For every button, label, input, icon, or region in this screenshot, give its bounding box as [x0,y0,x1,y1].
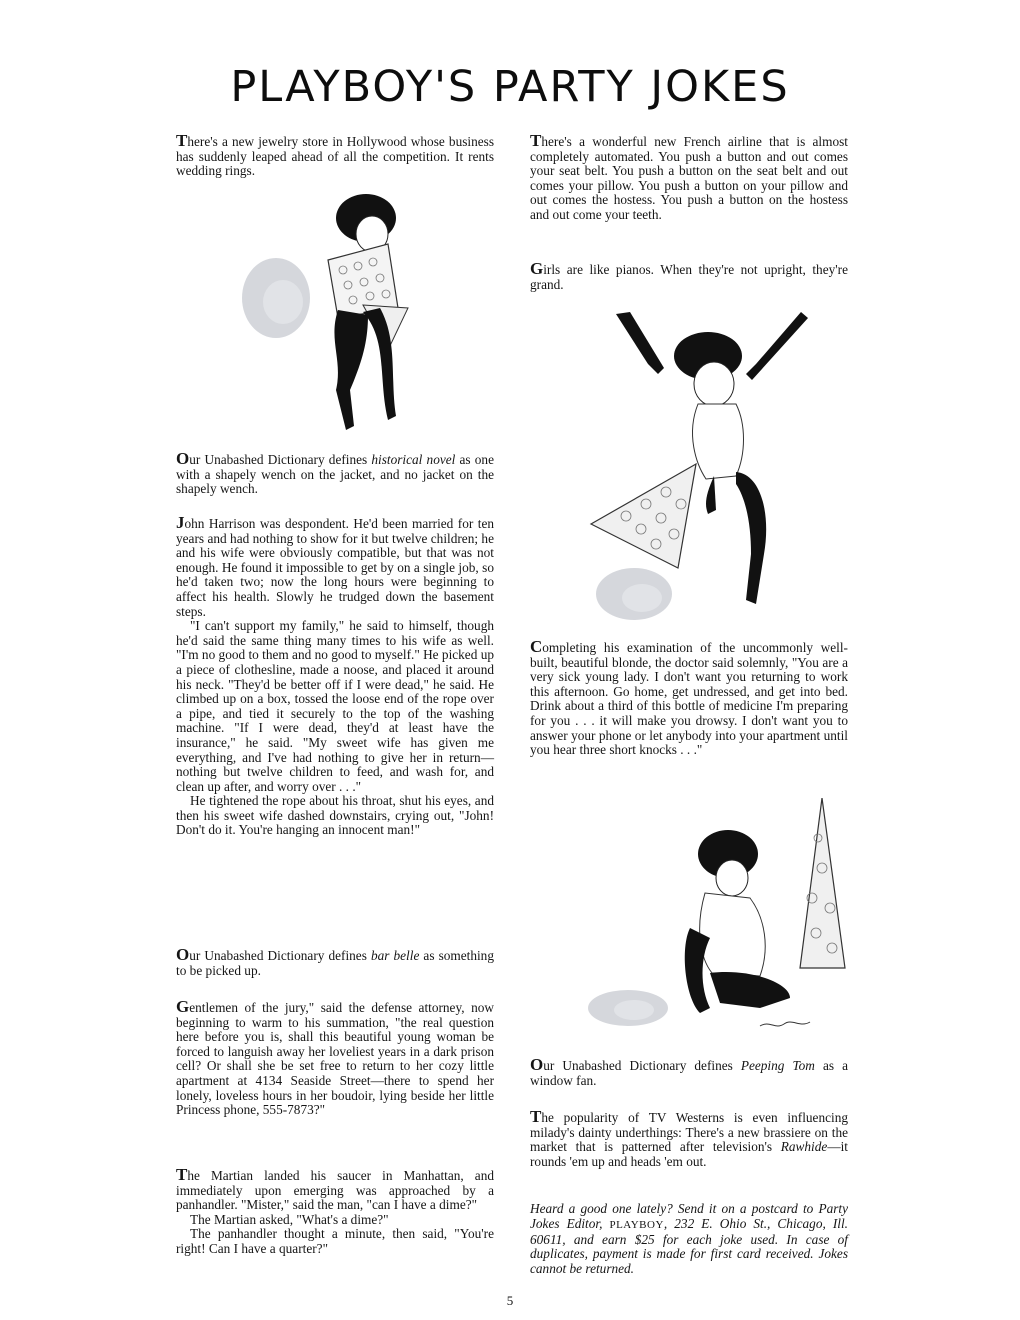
drop-letter: O [176,449,190,468]
joke-pianos: Girls are like pianos. When they're not upright, they're grand. [530,259,848,292]
joke-bar-belle: Our Unabashed Dictionary defines bar belle as something to be picked up. [176,945,494,978]
black-legs [685,928,710,1013]
joke-french-airline: There's a wonderful new French airline that is almost completely automated. You push a button and out comes your seat belt. You push a button on the seat belt and out comes your pillow. You push a button on your pillow and out comes the hostess. You push a button on the hostess and out come your teeth. [530,131,848,222]
page-title: PLAYBOY'S PARTY JOKES [230,62,790,112]
joke-doctor: Completing his examination of the uncommonly well-built, beautiful blonde, the doctor said solemnly, "You are a very sick young lady. I don't want you returning to work this afternoon. Go home, get undressed, and get into bed. Drink about a third of this bottle of medicine I'm preparing for you . . . it will make you drowsy. I don't want you to answer your phone or let anybody into your apartment until you hear three short knocks . . ." [530,637,848,758]
magazine-name: PLAYBOY [609,1218,664,1231]
joke-text: here's a new jewelry store in Hollywood whose business has suddenly leaped ahead of all the competition. It rents wedding rings. [176,134,494,179]
joke-historical-novel: Our Unabashed Dictionary defines historical novel as one with a shapely wench on the jacket, and no jacket on the shapely wench. [176,449,494,497]
drop-letter: T [530,131,542,150]
black-legs [334,310,368,430]
defined-term: Peeping Tom [740,1058,815,1073]
black-legs [736,472,766,604]
show-title: Rawhide [780,1139,828,1155]
joke-peeping-tom: Our Unabashed Dictionary defines Peeping Tom as a window fan. [530,1055,848,1088]
leaping-woman-arms-raised-illustration [586,304,826,634]
drop-letter: J [176,513,185,532]
submission-note: Heard a good one lately? Send it on a postcard to Party Jokes Editor, PLAYBOY, 232 E. Ohio St., Chicago, Ill. 60611, and earn $25 for each joke used. In case of duplicates, payment is made for first card received. Jokes cannot be returned. [530,1201,848,1277]
artist-signature [760,1022,810,1026]
joke-defense-attorney: Gentlemen of the jury," said the defense attorney, now beginning to warm to his summation, "the real question here before you is, shall this beautiful young woman be forced to languish away her loveliest years in a dark prison cell? Or shall she be set free to return to her cozy little apartment at 4134 Seaside Street—there to spend her lonely, loveless hours in her boudoir, lying beside her little Princess phone, 555-7873?" [176,997,494,1118]
drop-letter: T [530,1107,542,1126]
drop-letter: T [176,131,188,150]
drop-letter: C [530,637,543,656]
defined-term: historical novel [371,452,456,467]
raised-arm-left [616,312,664,374]
drop-letter: G [530,259,544,278]
joke-martian: The Martian landed his saucer in Manhattan, and immediately upon emerging was approached by a panhandler. "Mister," said the man, "can I have a dime?" The Martian asked, "What's a dime?" The panhandler thought a minute, then said, "You're right! Can I have a quarter?" [176,1165,494,1256]
joke-john-harrison: John Harrison was despondent. He'd been married for ten years and had nothing to show for it but twelve children; he and his wife were obviously compatible, but that was not enough. He found it impossible to get by on a single job, so he'd taken two; now the long hours were beginning to affect his health. Slowly he trudged down the basement steps. "I can't support my family," he said to himself, though he'd said the same thing many times to his wife as well. "I'm no good to them and no good to myself." He picked up a piece of clothesline, made a noose, and placed it around his neck. "They'd be better off if I were dead," he said. He climbed up on a box, tossed the loose end of the rope over a pipe, and tied it securely to the top of the washing machine. "If I were dead, they'd at least have the insurance," he said. "My sweet wife has given me everything, and I've had nothing to give her in return—nothing but twelve children to feed, and wash for, and clean up after, and worry over . . ." He tightened the rope about his throat, shut his eyes, and then his sweet wife dashed downstairs, crying out, "John! Don't do it. You're hanging an innocent man!" [176,513,494,838]
defined-term: bar belle [370,948,420,963]
drop-letter: O [176,945,190,964]
drop-letter: G [176,997,190,1016]
drop-letter: O [530,1055,544,1074]
seated-woman-beside-cone-illustration [560,798,850,1038]
joke-jewelry-store [176,131,494,179]
raised-arm-right [746,312,808,380]
patterned-cone [591,464,696,568]
patterned-cone [800,798,845,968]
seated-woman-with-cone-illustration [238,190,438,440]
page-number: 5 [506,1293,514,1308]
drop-letter: T [176,1165,188,1184]
joke-tv-westerns: The popularity of TV Westerns is even influencing milady's dainty underthings: There's a new brassiere on the market that is patterned after television's Rawhide—it rounds 'em up and heads 'em out. [530,1107,848,1169]
